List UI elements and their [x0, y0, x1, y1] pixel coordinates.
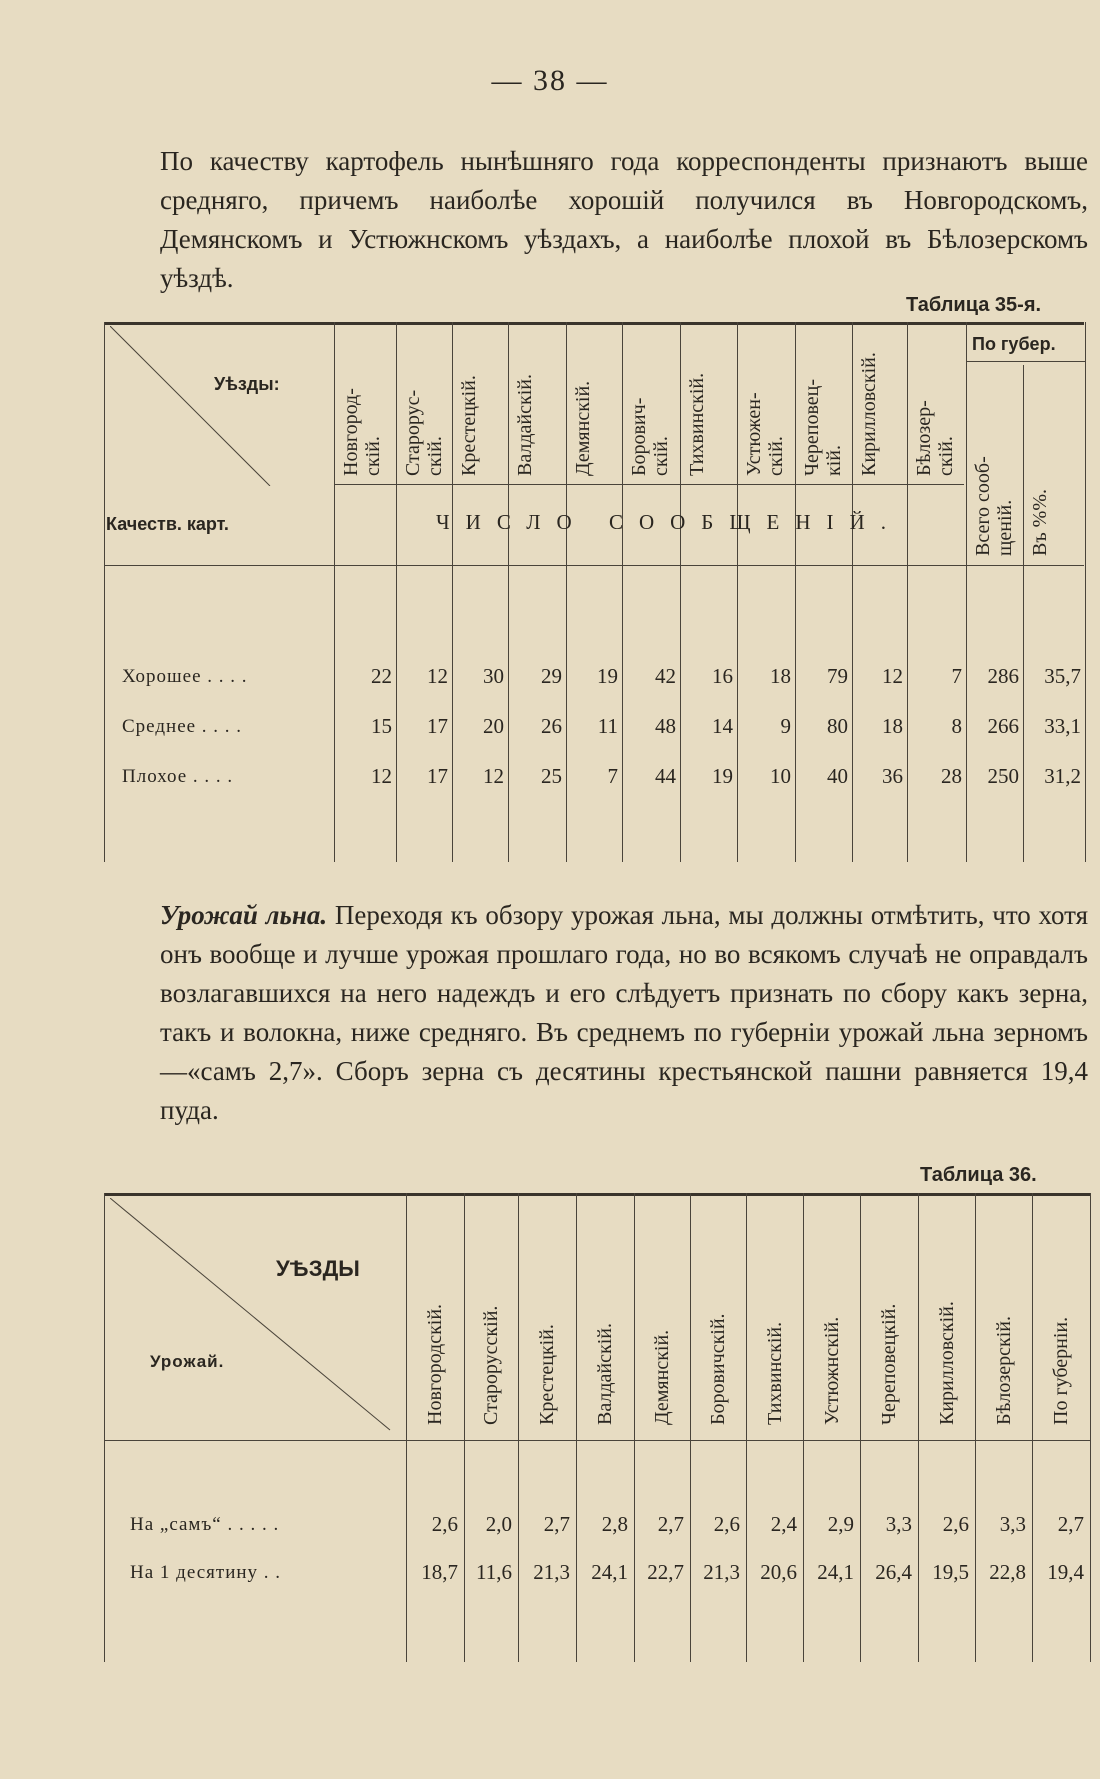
table-36-left-border — [104, 1193, 105, 1662]
table-35-cell: 42 — [655, 664, 676, 688]
table-35-cell: 8 — [951, 714, 962, 738]
table-36-cell: 21,3 — [703, 1560, 740, 1584]
table-35-column-divider — [334, 322, 335, 862]
table-36-cell: 2,7 — [657, 1512, 684, 1536]
table-35-header-rule — [104, 565, 1084, 566]
table-35-column-header: Новгород- скій. — [340, 388, 384, 476]
table-35-cell: 30 — [483, 664, 504, 688]
table-35-cell: 7 — [607, 764, 618, 788]
table-36-column-divider — [634, 1193, 635, 1662]
table-35-cell: 12 — [371, 764, 392, 788]
table-35-subheader-rule — [334, 484, 964, 485]
table-35-gub-rule — [966, 361, 1085, 362]
table-36-cell: 2,4 — [770, 1512, 797, 1536]
table-36-corner-bottom-label: Урожай. — [150, 1352, 225, 1371]
table-36-cell: 2,9 — [827, 1512, 854, 1536]
table-36-cell: 19,4 — [1047, 1560, 1084, 1584]
table-35-cell: 36 — [882, 764, 903, 788]
table-36-column-divider — [406, 1193, 407, 1662]
table-35-column-divider — [1023, 365, 1024, 862]
table-35-column-header: Старорус- скій. — [402, 389, 446, 476]
table-36-column-header: Устюжнскій. — [820, 1316, 843, 1425]
table-36-cell: 2,7 — [543, 1512, 570, 1536]
table-36-column-header: Боровичскій. — [707, 1313, 729, 1425]
table-35-column-divider — [907, 322, 908, 862]
table-36-cell: 21,3 — [533, 1560, 570, 1584]
table-36-column-header: Старорусскій. — [480, 1305, 502, 1425]
table-36-column-divider — [1090, 1193, 1091, 1662]
table-36-cell: 11,6 — [476, 1560, 512, 1584]
table-36-column-divider — [803, 1193, 804, 1662]
table-36-column-header: Крестецкій. — [536, 1324, 558, 1425]
table-35-row-label: Среднее . . . . — [122, 716, 243, 737]
table-36-top-rule — [104, 1193, 1090, 1196]
table-35-column-header: Бѣлозер- скій. — [913, 400, 957, 476]
table-35-row-label: Хорошее . . . . — [122, 666, 248, 687]
table-35-column-divider — [452, 322, 453, 862]
table-35-column-divider — [680, 322, 681, 862]
table-36-row-label: На „самъ“ . . . . . — [130, 1514, 280, 1535]
table-36-column-divider — [690, 1193, 691, 1662]
table-35-gub-label: По губер. — [972, 334, 1056, 354]
table-35-cell: 12 — [483, 764, 504, 788]
table-35-column-divider — [737, 322, 738, 862]
table-35-column-divider — [508, 322, 509, 862]
table-35-cell: 11 — [597, 714, 618, 738]
table-35-cell: 9 — [780, 714, 791, 738]
table-35-column-divider — [566, 322, 567, 862]
table-36-column-header: Кирилловскій. — [935, 1301, 958, 1425]
table-35-cell: 7 — [951, 664, 962, 688]
table-36-cell: 20,6 — [760, 1560, 797, 1584]
table-36-row-label: На 1 десятину . . — [130, 1562, 282, 1583]
table-35-column-header: Валдайскій. — [514, 374, 536, 476]
table-36-header-rule — [104, 1440, 1090, 1441]
table-35-corner-diagonal — [110, 326, 300, 486]
table-36-cell: 18,7 — [421, 1560, 458, 1584]
table-36-column-header: Новгородскій. — [424, 1303, 446, 1425]
flax-heading: Урожай льна. — [160, 900, 328, 930]
table-36-column-divider — [576, 1193, 577, 1662]
table-36-column-header: По губерніи. — [1050, 1316, 1072, 1425]
table-35-cell: 15 — [371, 714, 392, 738]
table-35-cell: 19 — [712, 764, 733, 788]
table-36-cell: 22,8 — [989, 1560, 1026, 1584]
table-35-cell: 250 — [987, 764, 1019, 788]
table-35-cell: 10 — [770, 764, 791, 788]
paragraph-flax-harvest — [160, 896, 1088, 1130]
table-35-caption: Таблица 35-я. — [906, 294, 1042, 316]
table-35-cell: 16 — [712, 664, 733, 688]
table-36-cell: 24,1 — [591, 1560, 628, 1584]
table-36-column-divider — [746, 1193, 747, 1662]
table-36-column-divider — [918, 1193, 919, 1662]
table-35-column-header: Крестецкій. — [458, 375, 480, 476]
table-36-cell: 3,3 — [999, 1512, 1026, 1536]
table-36-cell: 24,1 — [817, 1560, 854, 1584]
table-35-cell: 18 — [882, 714, 903, 738]
table-36-column-header: Бѣлозерскій. — [992, 1316, 1015, 1425]
table-35-cell: 14 — [712, 714, 733, 738]
table-35-column-divider — [622, 322, 623, 862]
table-35-cell: 17 — [427, 764, 448, 788]
table-36-cell: 2,6 — [431, 1512, 458, 1536]
table-35-cell: 48 — [655, 714, 676, 738]
table-36-cell: 2,6 — [942, 1512, 969, 1536]
table-35-corner-bottom-label: Качеств. карт. — [106, 514, 229, 534]
table-35-span-label: ЧИСЛО СООБЩЕНІЙ. — [436, 510, 902, 534]
table-35-row-label: Плохое . . . . — [122, 766, 234, 787]
table-36-corner-top-label: УѢЗДЫ — [276, 1256, 360, 1281]
table-36-cell: 3,3 — [885, 1512, 912, 1536]
table-35-cell: 80 — [827, 714, 848, 738]
table-35-column-header: Тихвинскій. — [686, 372, 708, 476]
table-35-corner-top-label: Уѣзды: — [214, 374, 280, 394]
table-35-column-divider — [966, 322, 967, 862]
table-35-column-header: Борович- скій. — [628, 397, 672, 476]
table-36-column-divider — [1032, 1193, 1033, 1662]
flax-text: Переходя къ обзору урожая льна, мы должны отмѣтить, что хотя онъ вообще и лучше урожая прошлаго года, но во всякомъ случаѣ не оправдалъ возлагавшихся на него надеждъ и его слѣдуетъ признать по сбору какъ зерна, такъ и волокна, ниже средняго. Въ среднемъ по губерніи урожай льна зерномъ—«самъ 2,7». Сборъ зерна съ десятины крестьянской пашни равняется 19,4 пуда. — [160, 900, 1088, 1125]
table-35-column-header: Въ %%. — [1029, 488, 1051, 556]
table-35-column-divider — [795, 322, 796, 862]
page-number: — 38 — — [491, 64, 609, 97]
table-35-cell: 12 — [882, 664, 903, 688]
table-36-cell: 2,6 — [713, 1512, 740, 1536]
table-35-column-header: Всего сооб- щеній. — [972, 456, 1016, 556]
table-35-column-header: Кирилловскій. — [858, 352, 880, 476]
table-35-cell: 31,2 — [1044, 764, 1081, 788]
table-35-cell: 20 — [483, 714, 504, 738]
table-35-cell: 33,1 — [1044, 714, 1081, 738]
table-35-top-rule — [104, 322, 1084, 325]
table-35-cell: 28 — [941, 764, 962, 788]
paragraph-potato-quality: По качеству картофель нынѣшняго года корреспонденты признаютъ выше средняго, причемъ наиболѣе хорошій получился въ Новгородскомъ, Демянскомъ и Устюжнскомъ уѣздахъ, а наиболѣе плохой въ Бѣлозерскомъ уѣздѣ. — [160, 146, 1088, 293]
table-36-column-divider — [464, 1193, 465, 1662]
table-36-cell: 2,0 — [485, 1512, 512, 1536]
table-35-column-header: Демянскій. — [572, 380, 594, 476]
table-35-cell: 18 — [770, 664, 791, 688]
table-35-cell: 22 — [371, 664, 392, 688]
table-35-column-header: Череповец- кій. — [801, 378, 845, 476]
table-35-cell: 19 — [597, 664, 618, 688]
table-36-cell: 2,7 — [1057, 1512, 1084, 1536]
table-36-corner-diagonal — [110, 1198, 402, 1438]
table-36-column-divider — [860, 1193, 861, 1662]
table-35-column-header: Устюжен- скій. — [743, 392, 787, 476]
table-35-cell: 286 — [987, 664, 1019, 688]
table-36-cell: 2,8 — [601, 1512, 628, 1536]
table-36-column-header: Валдайскій. — [594, 1323, 616, 1425]
table-36-column-header: Череповецкій. — [878, 1303, 900, 1425]
table-35-cell: 17 — [427, 714, 448, 738]
table-35-cell: 79 — [827, 664, 848, 688]
table-36-caption: Таблица 36. — [920, 1164, 1037, 1186]
table-35-cell: 26 — [541, 714, 562, 738]
table-35-cell: 35,7 — [1044, 664, 1081, 688]
table-36-column-divider — [518, 1193, 519, 1662]
table-35-cell: 44 — [655, 764, 676, 788]
table-36-column-header: Тихвинскій. — [763, 1321, 786, 1425]
table-36-cell: 26,4 — [875, 1560, 912, 1584]
table-35-column-divider — [396, 322, 397, 862]
table-36-cell: 19,5 — [932, 1560, 969, 1584]
table-35-cell: 12 — [427, 664, 448, 688]
table-35-cell: 25 — [541, 764, 562, 788]
table-36-column-divider — [975, 1193, 976, 1662]
table-36-column-header: Демянскій. — [651, 1329, 673, 1425]
table-35-left-border — [104, 322, 105, 862]
table-35-column-divider — [1085, 322, 1086, 862]
table-36-cell: 22,7 — [647, 1560, 684, 1584]
table-35-cell: 29 — [541, 664, 562, 688]
table-35-cell: 40 — [827, 764, 848, 788]
table-35-cell: 266 — [987, 714, 1019, 738]
